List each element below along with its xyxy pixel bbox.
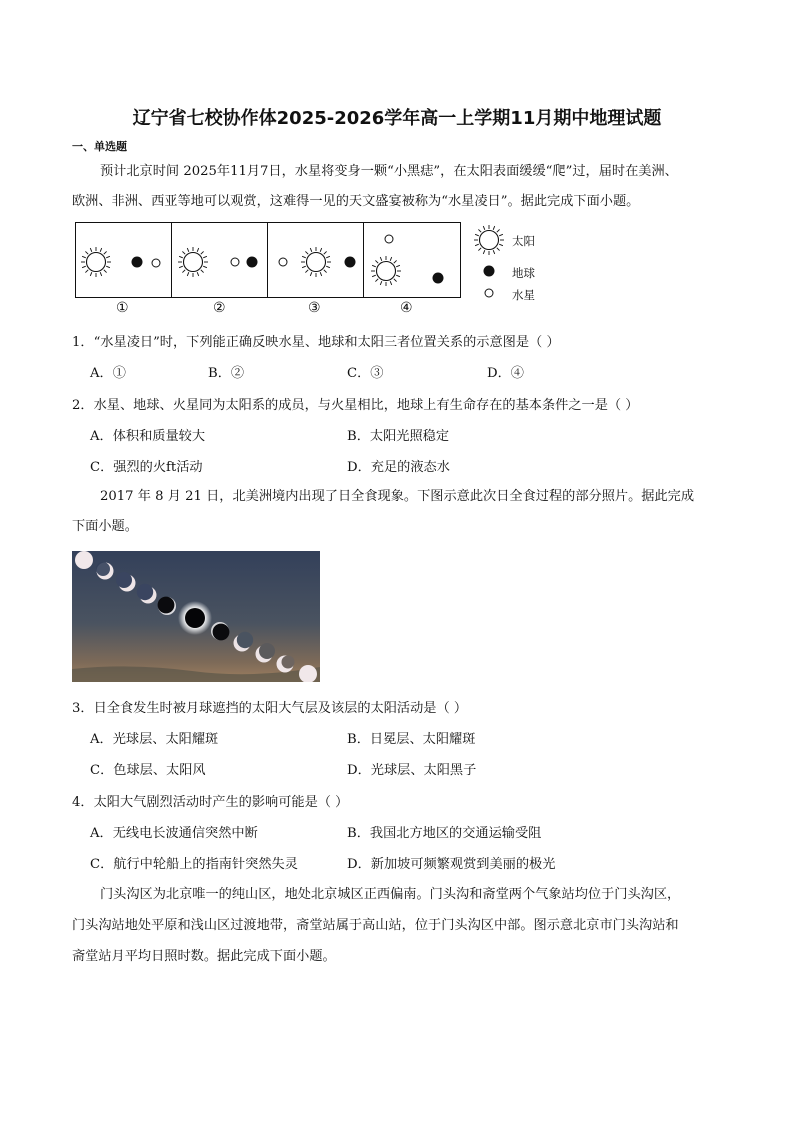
- intro1-line1: 预计北京时间 2025年11月7日，水星将变身一颗“小黑痣”，在太阳表面缓缓“爬”过，届时在美洲、: [100, 164, 678, 179]
- intro1-line2: 欧洲、非洲、西亚等地可以观赏，这难得一见的天文盛宴被称为“水星凌日”。据此完成下面小题。: [72, 194, 640, 209]
- q4-option-c: C．航行中轮船上的指南针突然失灵: [90, 857, 298, 872]
- intro3-line3: 斋堂站月平均日照时数。据此完成下面小题。: [72, 949, 336, 964]
- q1-option-d: D．④: [487, 366, 524, 381]
- q4-option-a: A．无线电长波通信突然中断: [90, 826, 258, 841]
- panel-label-2: ②: [213, 300, 226, 316]
- legend-sun-icon: [474, 225, 504, 255]
- intro2-line1: 2017 年 8 月 21 日，北美洲境内出现了日全食现象。下图示意此次日全食过程的部分照片。据此完成: [100, 489, 695, 504]
- q3-option-b: B．日冕层、太阳耀斑: [347, 732, 476, 747]
- q2-option-b: B．太阳光照稳定: [347, 429, 450, 444]
- question-2: 2．水星、地球、火星同为太阳系的成员，与火星相比，地球上有生命存在的基本条件之一是（ ）: [72, 398, 639, 413]
- question-3: 3．日全食发生时被月球遮挡的太阳大气层及该层的太阳活动是（ ）: [72, 701, 468, 716]
- mercury-icon: [279, 258, 287, 266]
- q2-option-c: C．强烈的火ft活动: [90, 460, 203, 475]
- q3-option-a: A．光球层、太阳耀斑: [90, 732, 219, 747]
- legend-mercury-label: 水星: [512, 288, 535, 302]
- q4-option-b: B．我国北方地区的交通运输受阻: [347, 826, 542, 841]
- legend-earth-icon: [484, 266, 495, 277]
- mercury-icon: [152, 259, 160, 267]
- sun-icon: [178, 247, 208, 277]
- intro3-line1: 门头沟区为北京唯一的纯山区，地处北京城区正西偏南。门头沟和斋堂两个气象站均位于门头沟区，: [100, 887, 681, 902]
- sun-icon: [371, 256, 401, 286]
- sun-icon: [301, 247, 331, 277]
- q1-option-b: B．②: [208, 366, 245, 381]
- q1-option-c: C．③: [347, 366, 384, 381]
- earth-icon: [132, 257, 143, 268]
- earth-icon: [345, 257, 356, 268]
- question-4: 4．太阳大气剧烈活动时产生的影响可能是（ ）: [72, 795, 349, 810]
- q1-option-a: A．①: [90, 366, 126, 381]
- earth-icon: [247, 257, 258, 268]
- question-1: 1．“水星凌日”时，下列能正确反映水星、地球和太阳三者位置关系的示意图是（ ）: [72, 335, 560, 350]
- mercury-transit-diagram: [0, 0, 794, 330]
- q4-option-d: D．新加坡可频繁观赏到美丽的极光: [347, 857, 556, 872]
- sun-icon: [81, 247, 111, 277]
- q2-option-d: D．充足的液态水: [347, 460, 450, 475]
- panel-label-1: ①: [116, 300, 129, 316]
- q3-option-c: C．色球层、太阳风: [90, 763, 206, 778]
- earth-icon: [433, 273, 444, 284]
- q2-option-a: A．体积和质量较大: [90, 429, 206, 444]
- intro3-line2: 门头沟站地处平原和浅山区过渡地带，斋堂站属于高山站，位于门头沟区中部。图示意北京市门头沟站和: [72, 918, 679, 933]
- solar-eclipse-photo: [72, 551, 320, 682]
- q3-option-d: D．光球层、太阳黑子: [347, 763, 477, 778]
- section-heading: 一、单选题: [72, 140, 127, 153]
- mercury-icon: [231, 258, 239, 266]
- intro2-line2: 下面小题。: [72, 519, 138, 534]
- panel-label-4: ④: [400, 300, 413, 316]
- panel-label-3: ③: [308, 300, 321, 316]
- mercury-icon: [385, 235, 393, 243]
- legend-earth-label: 地球: [512, 266, 535, 280]
- page-title: 辽宁省七校协作体2025-2026学年高一上学期11月期中地理试题: [132, 108, 662, 129]
- legend-sun-label: 太阳: [512, 234, 535, 248]
- legend-mercury-icon: [485, 289, 493, 297]
